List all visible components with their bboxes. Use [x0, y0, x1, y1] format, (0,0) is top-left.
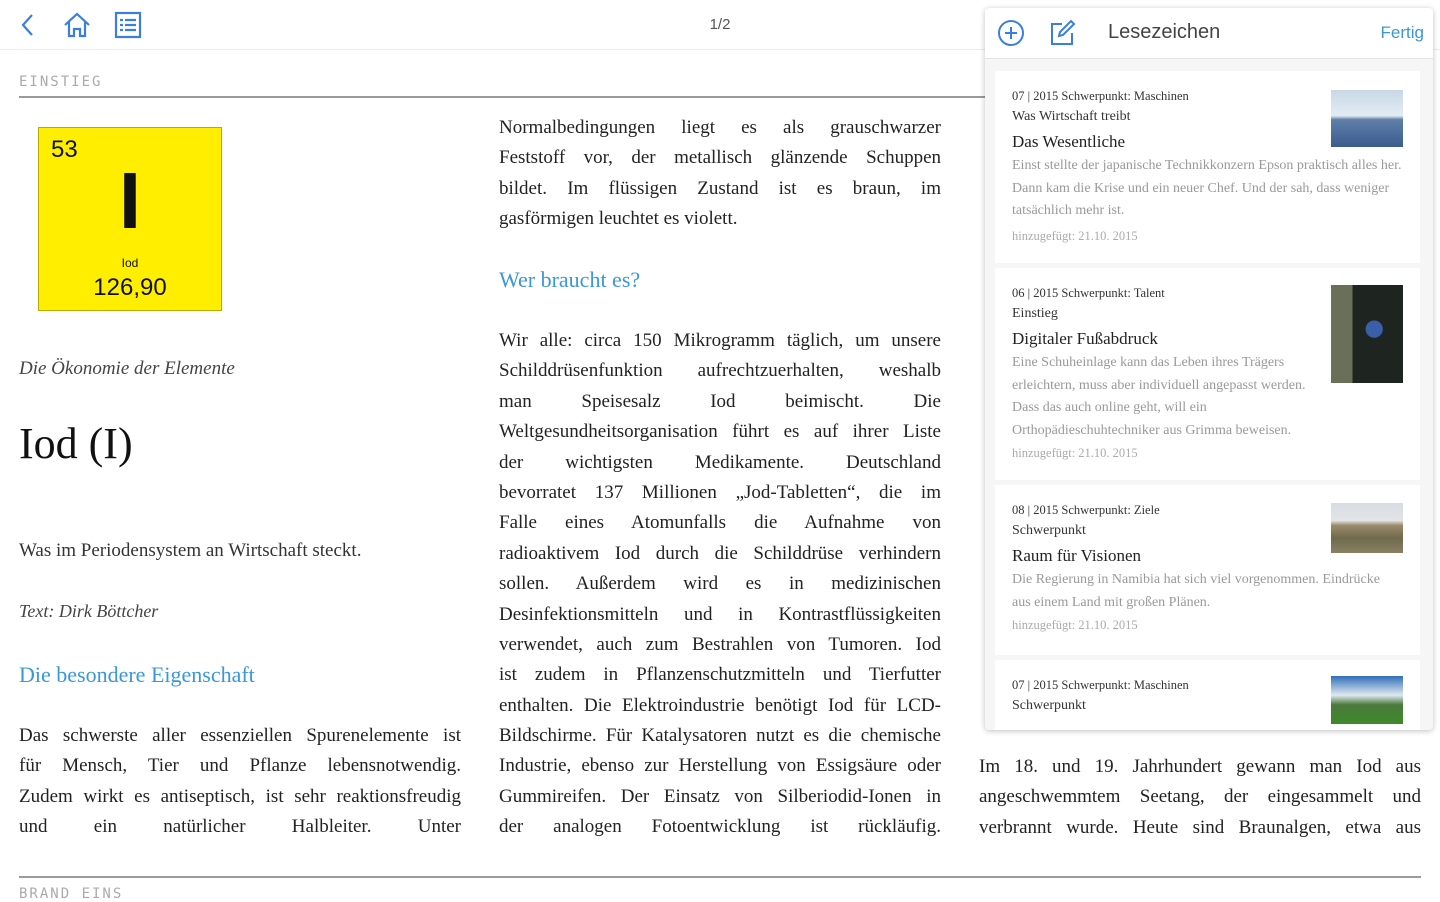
- bookmark-meta: 07 | 2015 Schwerpunkt: Maschinen: [1012, 678, 1189, 692]
- element-name: Iod: [121, 256, 139, 270]
- text-line: für Mensch, Tier und Pflanze lebensnotwendig.: [19, 755, 461, 777]
- bookmark-thumbnail: [1331, 503, 1403, 553]
- add-bookmark-button[interactable]: [996, 18, 1026, 48]
- bookmark-item[interactable]: [995, 71, 1420, 263]
- footer-divider: [19, 876, 1421, 878]
- table-of-contents-button[interactable]: [113, 10, 143, 40]
- bookmark-thumbnail: [1331, 90, 1403, 147]
- paragraph-2: [499, 113, 941, 235]
- list-icon: [114, 11, 142, 39]
- bookmark-date: hinzugefügt: 21.10. 2015: [1012, 446, 1138, 460]
- atomic-mass: 126,90: [93, 274, 167, 301]
- text-line: angeschwemmtem Seetang, der eingesammelt und: [979, 786, 1421, 808]
- text-line: ist zudem in Pflanzenschutzmitteln und Tierfutter: [499, 664, 941, 686]
- text-line: bildet. Im flüssigen Zustand ist es braun, im: [499, 177, 941, 199]
- text-line: enthalten. Die Elektroindustrie benötigt Iod für LCD-: [499, 694, 941, 716]
- bookmark-title: Digitaler Fußabdruck: [1012, 329, 1158, 348]
- back-button[interactable]: [13, 10, 43, 40]
- page-indicator: 1/2: [709, 16, 731, 33]
- bookmark-date: hinzugefügt: 21.10. 2015: [1012, 229, 1138, 243]
- bookmark-title: Das Wesentliche: [1012, 132, 1126, 151]
- bookmarks-title: Lesezeichen: [1108, 21, 1221, 43]
- bookmark-meta: 07 | 2015 Schwerpunkt: Maschinen: [1012, 89, 1189, 103]
- text-line: verwendet, auch zum Bestrahlen von Tumoren. Iod: [499, 633, 941, 655]
- text-line: Gummireifen. Der Einsatz von Silberiodid-Ionen in: [499, 785, 941, 807]
- text-line: Industrie, ebenso zur Herstellung von Essigsäure oder: [499, 755, 941, 777]
- done-button[interactable]: Fertig: [1380, 23, 1424, 42]
- bookmark-section: Schwerpunkt: [1012, 523, 1086, 538]
- bookmark-section: Einstieg: [1012, 306, 1058, 321]
- article-title: Iod (I): [19, 419, 133, 468]
- bookmark-section: Was Wirtschaft treibt: [1012, 109, 1131, 124]
- text-line: und ein natürlicher Halbleiter. Unter: [19, 816, 461, 838]
- bookmark-thumbnail: [1331, 676, 1403, 724]
- element-tile: [38, 127, 222, 311]
- text-line: bevorratet 137 Millionen „Jod-Tabletten“, die im: [499, 481, 941, 503]
- heading-wer-braucht-es: Wer braucht es?: [499, 267, 641, 292]
- bookmark-description: Die Regierung in Namibia hat sich viel vorgenommen. Eindrücke aus einem Land mit großen Plänen.: [1012, 572, 1380, 610]
- text-line: der wichtigsten Medikamente. Deutschland: [499, 451, 941, 473]
- bookmarks-header: [985, 8, 1433, 59]
- bookmark-meta: 06 | 2015 Schwerpunkt: Talent: [1012, 286, 1165, 300]
- home-icon: [62, 11, 92, 39]
- bookmark-meta: 08 | 2015 Schwerpunkt: Ziele: [1012, 503, 1160, 517]
- paragraph-4: [979, 752, 1421, 843]
- text-line: Desinfektionsmitteln und in Kontrastflüssigkeiten: [499, 603, 941, 625]
- text-line: der analogen Fotoentwicklung ist rückläufig.: [499, 816, 941, 838]
- article-teaser: Was im Periodensystem an Wirtschaft steckt.: [19, 540, 362, 561]
- text-line: gasförmigen leuchtet es violett.: [499, 208, 738, 230]
- bookmark-item[interactable]: [995, 485, 1420, 655]
- text-line: sollen. Außerdem wird es in medizinischen: [499, 573, 941, 595]
- bookmark-item[interactable]: [995, 660, 1420, 730]
- article-kicker: Die Ökonomie der Elemente: [19, 358, 235, 379]
- bookmark-date: hinzugefügt: 21.10. 2015: [1012, 618, 1138, 632]
- text-line: verbrannt wurde. Heute sind Braunalgen, etwa aus: [979, 816, 1421, 838]
- paragraph-1: [19, 721, 461, 843]
- home-button[interactable]: [62, 10, 92, 40]
- paragraph-3: [499, 326, 941, 843]
- article-author: Text: Dirk Böttcher: [19, 601, 159, 621]
- text-line: Wir alle: circa 150 Mikrogramm täglich, um unsere: [499, 330, 941, 351]
- bookmarks-popover: [985, 8, 1433, 730]
- edit-icon: [1048, 19, 1076, 47]
- atomic-number: 53: [51, 136, 78, 163]
- element-symbol: I: [118, 156, 142, 245]
- text-line: radioaktivem Iod durch die Schilddrüse verhindern: [499, 542, 941, 564]
- text-line: Feststoff vor, der metallisch glänzende Schuppen: [499, 147, 941, 169]
- edit-bookmarks-button[interactable]: [1047, 18, 1077, 48]
- text-line: Bildschirme. Für Katalysatoren nutzt es die chemische: [499, 725, 941, 747]
- bookmark-description: Einst stellte der japanische Technikkonzern Epson praktisch alles her. Dann kam die Krise und ein neuer Chef. Und der sah, dass weniger tatsächlich mehr ist.: [1012, 158, 1402, 218]
- bookmark-section: Schwerpunkt: [1012, 698, 1086, 713]
- text-line: Normalbedingungen liegt es als grauschwarzer: [499, 117, 941, 138]
- bookmark-thumbnail: [1331, 285, 1403, 383]
- text-line: Weltgesundheitsorganisation führt es auf ihrer Liste: [499, 421, 941, 443]
- text-line: Im 18. und 19. Jahrhundert gewann man Iod aus: [979, 756, 1421, 777]
- text-line: Das schwerste aller essenziellen Spurenelemente ist: [19, 725, 461, 746]
- bookmark-title: Raum für Visionen: [1012, 546, 1141, 565]
- text-line: Falle eines Atomunfalls die Aufnahme von: [499, 512, 941, 534]
- text-line: Schilddrüsenfunktion aufrechtzuerhalten, weshalb: [499, 360, 941, 382]
- chevron-left-icon: [18, 12, 38, 38]
- text-line: Zudem wirkt es antiseptisch, ist sehr reaktionsfreudig: [19, 785, 461, 807]
- text-line: man Speisesalz Iod beimischt. Die: [499, 390, 941, 412]
- footer-label: BRAND EINS: [19, 886, 124, 902]
- bookmark-description: Eine Schuheinlage kann das Leben ihres Trägers erleichtern, muss aber individuell angepasst werden. Dass das auch online geht, will ein Orthopädieschuhtechniker aus Grimma beweisen.: [1012, 355, 1306, 438]
- bookmark-item[interactable]: [995, 268, 1420, 480]
- section-label: EINSTIEG: [19, 74, 103, 90]
- plus-circle-icon: [997, 19, 1025, 47]
- heading-besondere-eigenschaft: Die besondere Eigenschaft: [19, 662, 255, 687]
